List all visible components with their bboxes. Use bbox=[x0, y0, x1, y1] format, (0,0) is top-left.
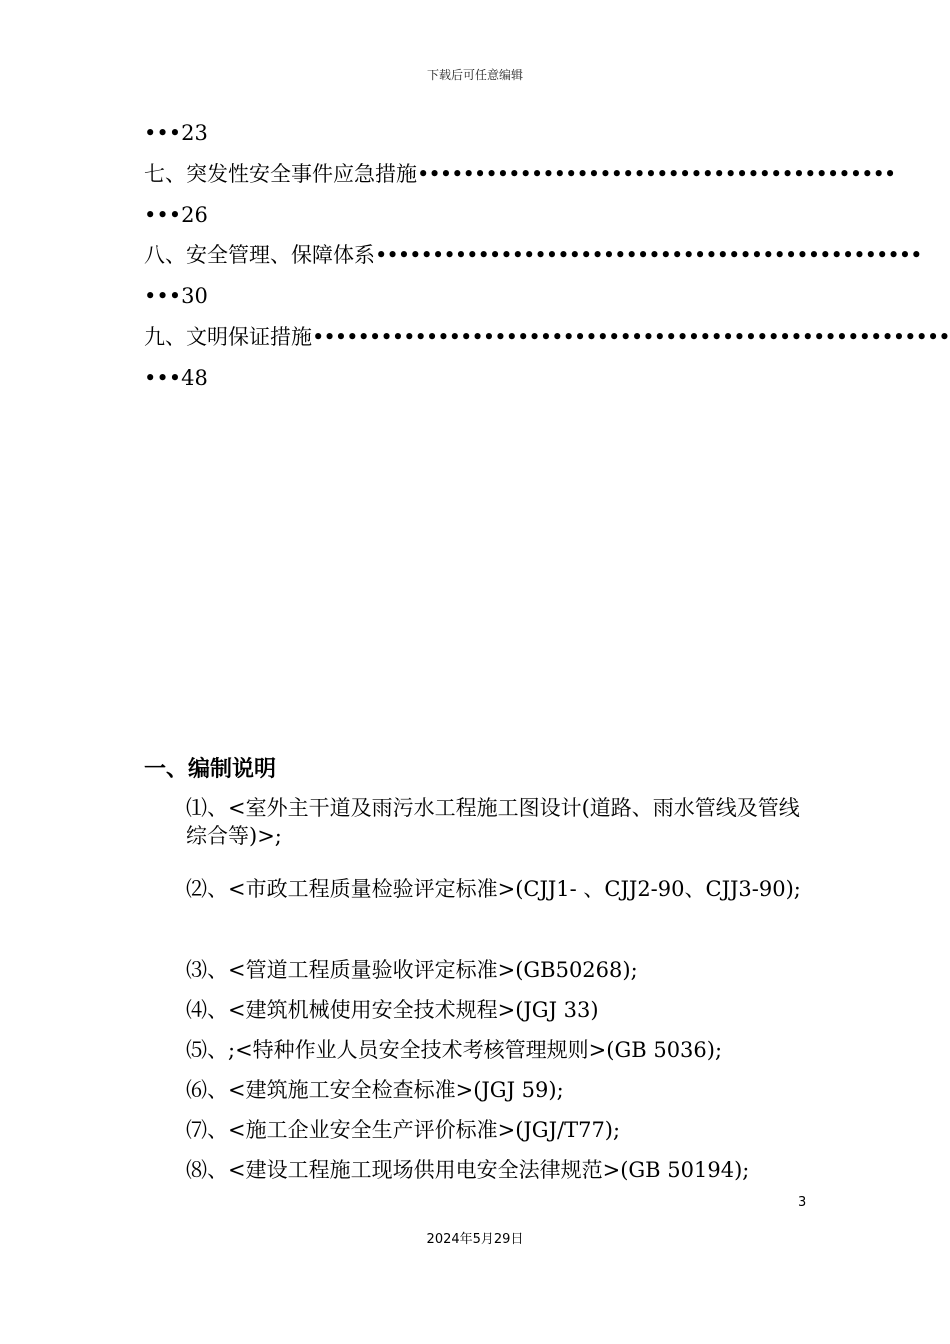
toc-page-number: •••23 bbox=[144, 121, 208, 145]
toc-leader-dots: •••••••••••••••••••••••••••••••••••••••••• bbox=[417, 162, 896, 186]
toc-entry bbox=[144, 323, 950, 351]
reference-item: ⑺、<施工企业安全生产评价标准>(JGJ/T77); bbox=[186, 1118, 621, 1142]
page-footer-date: 2024年5月29日 bbox=[426, 1232, 524, 1247]
toc-entry bbox=[144, 160, 896, 188]
reference-item: ⑻、<建设工程施工现场供用电安全法律规范>(GB 50194); bbox=[186, 1158, 750, 1182]
page-header: 下载后可任意编辑 bbox=[426, 68, 523, 82]
toc-entry bbox=[144, 241, 922, 269]
toc-page-number: •••48 bbox=[144, 366, 208, 390]
page-number: 3 bbox=[798, 1195, 807, 1210]
reference-item: ⑴、<室外主干道及雨污水工程施工图设计(道路、雨水管线及管线综合等)>; bbox=[186, 796, 800, 848]
toc-entry-title: 七、突发性安全事件应急措施 bbox=[144, 162, 417, 186]
toc-leader-dots: •••••••••••••••••••••••••••••••••••••••••••••••• bbox=[375, 243, 922, 267]
reference-item: ⑷、<建筑机械使用安全技术规程>(JGJ 33) bbox=[186, 998, 599, 1022]
section-heading: 一、编制说明 bbox=[144, 757, 277, 782]
reference-item: ⑹、<建筑施工安全检查标准>(JGJ 59); bbox=[186, 1078, 564, 1102]
reference-item: ⑸、;<特种作业人员安全技术考核管理规则>(GB 5036); bbox=[186, 1038, 723, 1062]
toc-leader-dots: •••••••••••••••••••••••••••••••••••••••••••••••••••••••• bbox=[312, 325, 950, 349]
reference-item: ⑶、<管道工程质量验收评定标准>(GB50268); bbox=[186, 958, 638, 982]
toc-page-number: •••30 bbox=[144, 284, 208, 308]
toc-entry-title: 九、文明保证措施 bbox=[144, 325, 312, 349]
toc-page-number: •••26 bbox=[144, 203, 208, 227]
reference-item: ⑵、<市政工程质量检验评定标准>(CJJ1- 、CJJ2-90、CJJ3-90); bbox=[186, 877, 801, 901]
toc-entry-title: 八、安全管理、保障体系 bbox=[144, 243, 375, 267]
